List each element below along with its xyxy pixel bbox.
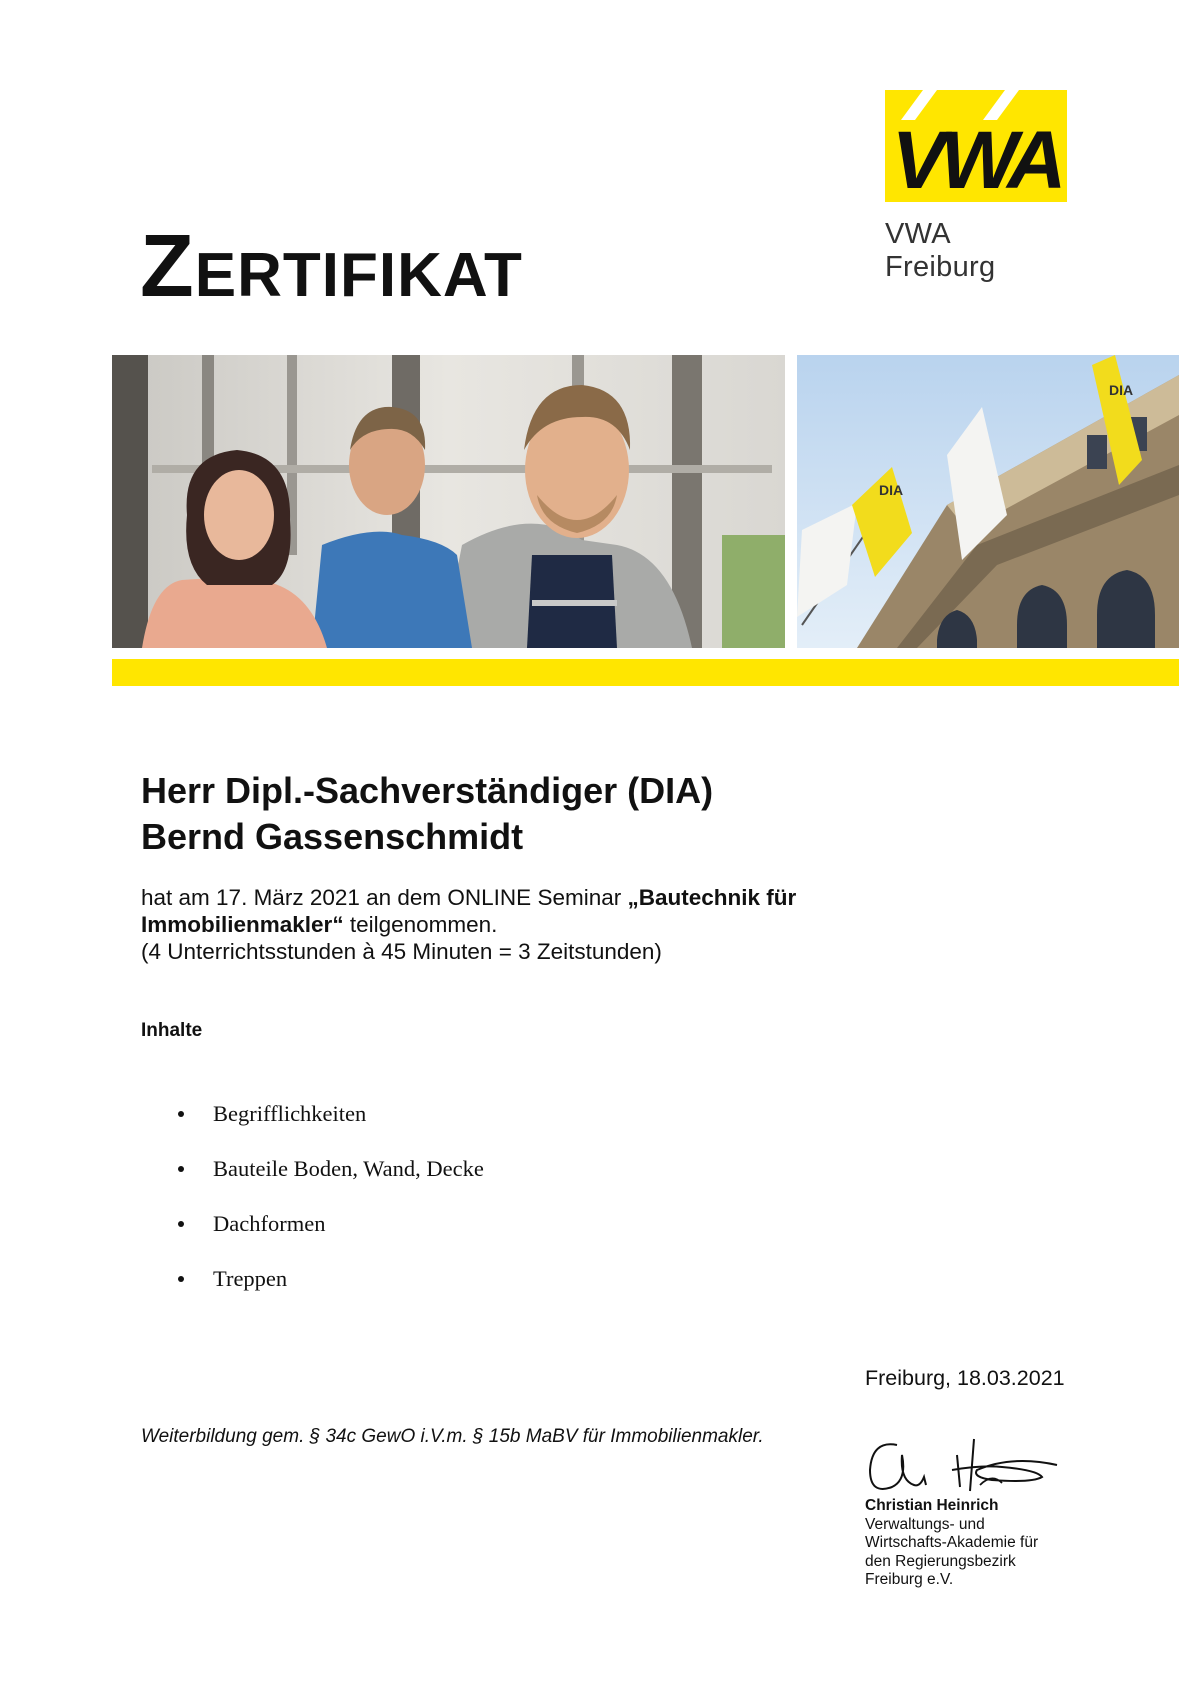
list-item: Treppen: [170, 1265, 484, 1320]
legal-note: Weiterbildung gem. § 34c GewO i.V.m. § 15b MaBV für Immobilienmakler.: [141, 1426, 764, 1447]
list-item: Begrifflichkeiten: [170, 1100, 484, 1155]
vwa-logo-mark: [885, 90, 1067, 202]
recipient-line-2: Bernd Gassenschmidt: [141, 816, 524, 857]
signer-org-line: den Regierungsbezirk: [865, 1552, 1016, 1570]
seminar-title: „Bautechnik für Immobilienmakler“: [141, 885, 797, 937]
body-outro: teilgenommen.: [343, 912, 498, 937]
hours-note: (4 Unterrichtsstunden à 45 Minuten = 3 Zeitstunden): [141, 939, 662, 964]
signer-org-line: Verwaltungs- und: [865, 1515, 985, 1533]
bullet-icon: [178, 1166, 184, 1172]
svg-text:VWA: VWA: [891, 115, 1061, 202]
svg-text:DIA: DIA: [879, 482, 904, 498]
list-item: Bauteile Boden, Wand, Decke: [170, 1155, 484, 1210]
title-initial: Z: [140, 216, 195, 315]
svg-text:DIA: DIA: [1109, 382, 1134, 398]
place-date: Freiburg, 18.03.2021: [865, 1366, 1065, 1390]
body-intro: hat am 17. März 2021 an dem ONLINE Seminar: [141, 885, 628, 910]
signer-block: [865, 1497, 1038, 1590]
signature: [862, 1425, 1072, 1505]
bullet-icon: [178, 1221, 184, 1227]
signer-org-line: Freiburg e.V.: [865, 1571, 954, 1588]
recipient-name: [141, 768, 713, 860]
people-photo: [112, 355, 785, 648]
contents-list: [170, 1100, 484, 1320]
logo-subtitle: VWA Freiburg: [885, 218, 996, 283]
participation-text: [141, 884, 841, 965]
bullet-icon: [178, 1111, 184, 1117]
list-item: Dachformen: [170, 1210, 484, 1265]
yellow-divider-bar: [112, 659, 1179, 686]
signer-org-line: Wirtschafts-Akademie für: [865, 1534, 1039, 1551]
bullet-icon: [178, 1276, 184, 1282]
building-photo: [797, 355, 1179, 648]
certificate-title: [140, 216, 523, 315]
recipient-line-1: Herr Dipl.-Sachverständiger (DIA): [141, 770, 714, 811]
vwa-logo: [885, 90, 1067, 202]
contents-heading: Inhalte: [141, 1020, 203, 1041]
signer-name: Christian Heinrich: [865, 1497, 999, 1514]
title-rest: ERTIFIKAT: [194, 241, 523, 310]
